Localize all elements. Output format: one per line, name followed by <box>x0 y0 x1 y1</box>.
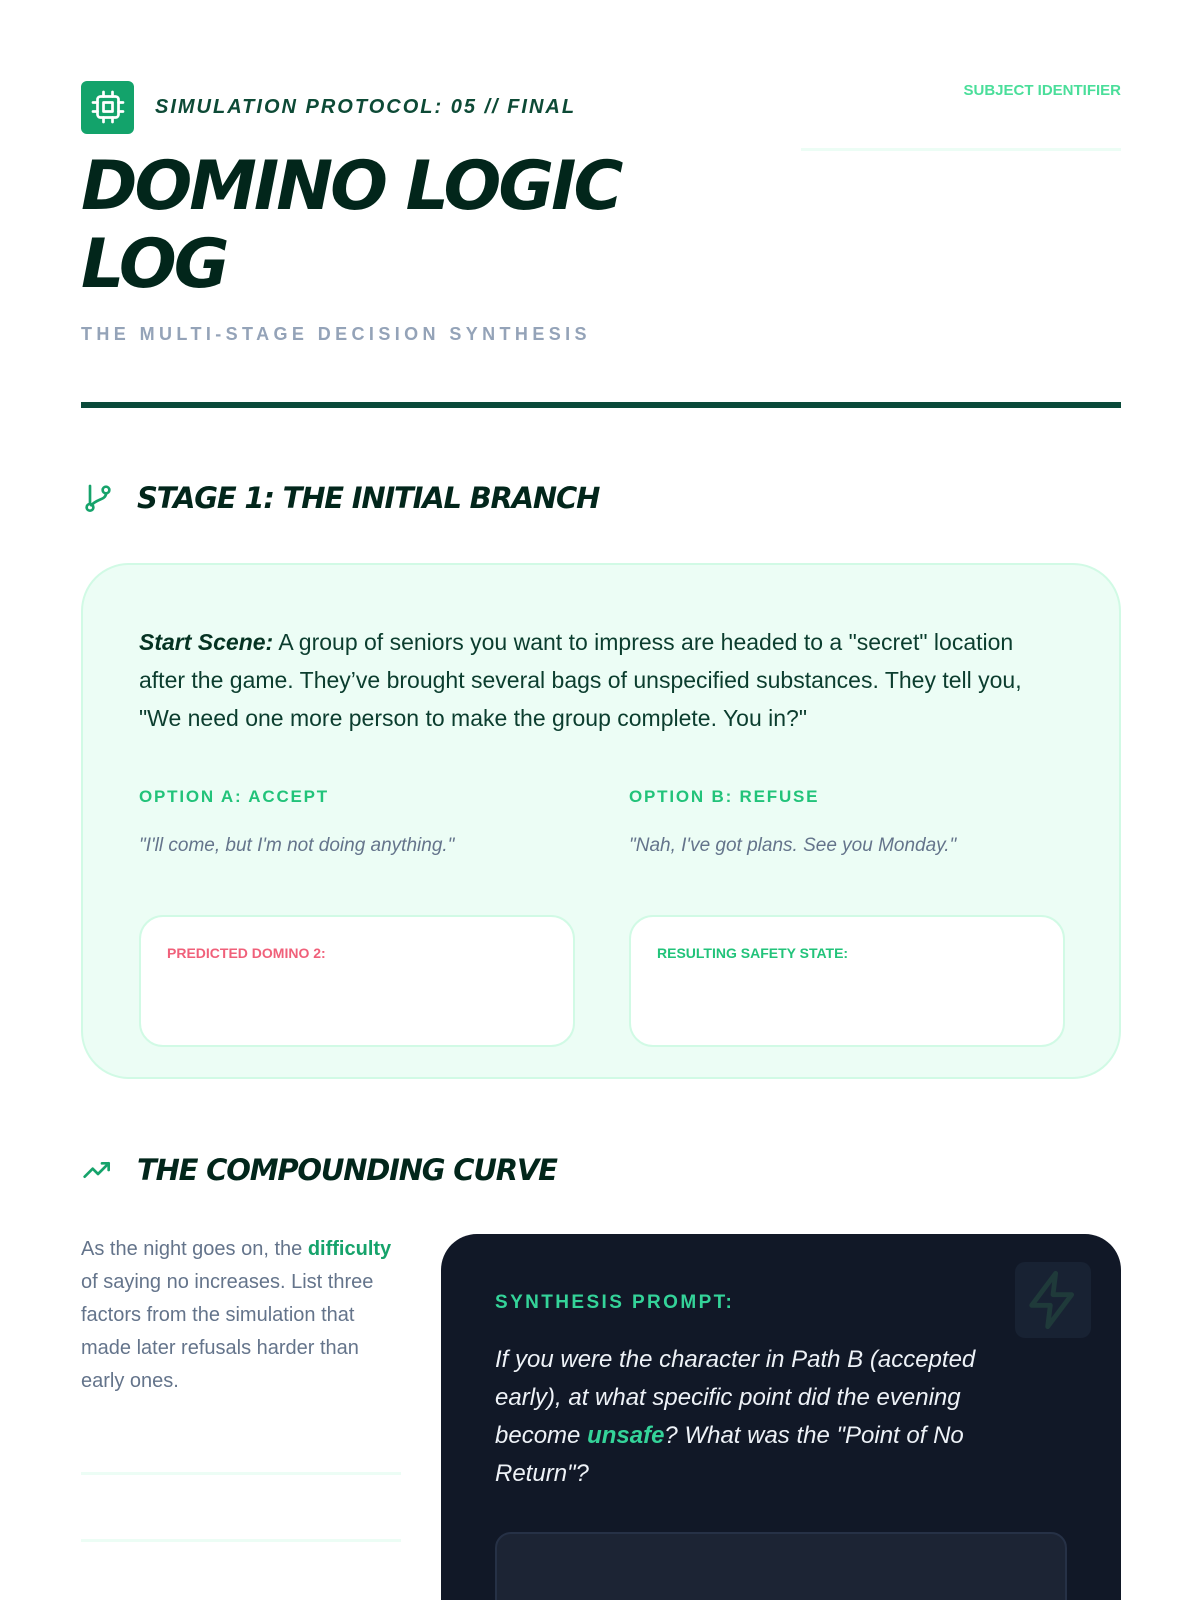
page-title-line2: LOG <box>81 225 227 304</box>
start-scene-label: Start Scene: <box>139 629 274 655</box>
safety-state-label: RESULTING SAFETY STATE: <box>657 945 849 961</box>
subject-identifier-field[interactable] <box>801 148 1121 151</box>
stage1-heading-text: STAGE 1: THE INITIAL BRANCH <box>137 481 600 515</box>
stage1-card <box>81 563 1121 1079</box>
trending-up-icon <box>81 1153 115 1187</box>
curve-heading-text: THE COMPOUNDING CURVE <box>137 1153 557 1187</box>
synthesis-prompt-label: SYNTHESIS PROMPT: <box>495 1292 735 1313</box>
factor-answer-line[interactable] <box>81 1539 401 1542</box>
curve-text-end: of saying no increases. List three factors from the simulation that made later refusals harder than early ones. <box>81 1271 374 1392</box>
synthesis-prompt-card <box>441 1234 1121 1600</box>
protocol-label: SIMULATION PROTOCOL: 05 // FINAL <box>155 95 577 118</box>
curve-heading <box>81 1153 557 1187</box>
subject-identifier <box>801 82 1121 99</box>
page-subtitle: THE MULTI-STAGE DECISION SYNTHESIS <box>81 324 591 344</box>
option-a <box>139 787 575 961</box>
safety-state-field[interactable] <box>629 915 1065 1047</box>
synthesis-prompt-text <box>495 1341 1015 1493</box>
git-branch-icon <box>81 481 115 515</box>
start-scene-text <box>139 623 1059 737</box>
lightning-bolt-icon <box>1015 1262 1091 1338</box>
synthesis-text-end: ? What was the "Point of No Return"? <box>495 1422 964 1487</box>
curve-text-highlight: difficulty <box>307 1238 392 1260</box>
stage1-heading <box>81 481 599 515</box>
factor-answer-line[interactable] <box>81 1472 401 1475</box>
synthesis-answer-field[interactable] <box>495 1532 1067 1600</box>
option-a-title: OPTION A: ACCEPT <box>139 787 329 806</box>
predicted-domino-2-label: PREDICTED DOMINO 2: <box>167 945 326 961</box>
curve-text-start: As the night goes on, the <box>81 1238 308 1260</box>
option-a-quote: "I'll come, but I'm not doing anything." <box>139 835 455 856</box>
protocol-row <box>81 80 576 134</box>
subject-identifier-label: SUBJECT IDENTIFIER <box>963 82 1121 99</box>
page-title <box>81 148 781 304</box>
predicted-domino-2-field[interactable] <box>139 915 575 1047</box>
option-b-title: OPTION B: REFUSE <box>629 787 820 806</box>
synthesis-text-start: If you were the character in Path B (accepted early), at what specific point did the evening become <box>495 1346 976 1449</box>
page-title-line1: DOMINO LOGIC <box>81 147 621 226</box>
start-scene-body: A group of seniors you want to impress are headed to a "secret" location after the game. They’ve brought several bags of unspecified substances. They tell you, "We need one more person to make the group complete. You in?" <box>139 629 1022 731</box>
synthesis-text-highlight: unsafe <box>587 1422 665 1449</box>
curve-instructions <box>81 1233 401 1398</box>
header-divider <box>81 402 1121 408</box>
worksheet-page <box>81 0 1121 1600</box>
cpu-chip-icon <box>81 81 134 134</box>
option-b <box>629 787 1065 961</box>
option-b-quote: "Nah, I've got plans. See you Monday." <box>629 835 957 856</box>
